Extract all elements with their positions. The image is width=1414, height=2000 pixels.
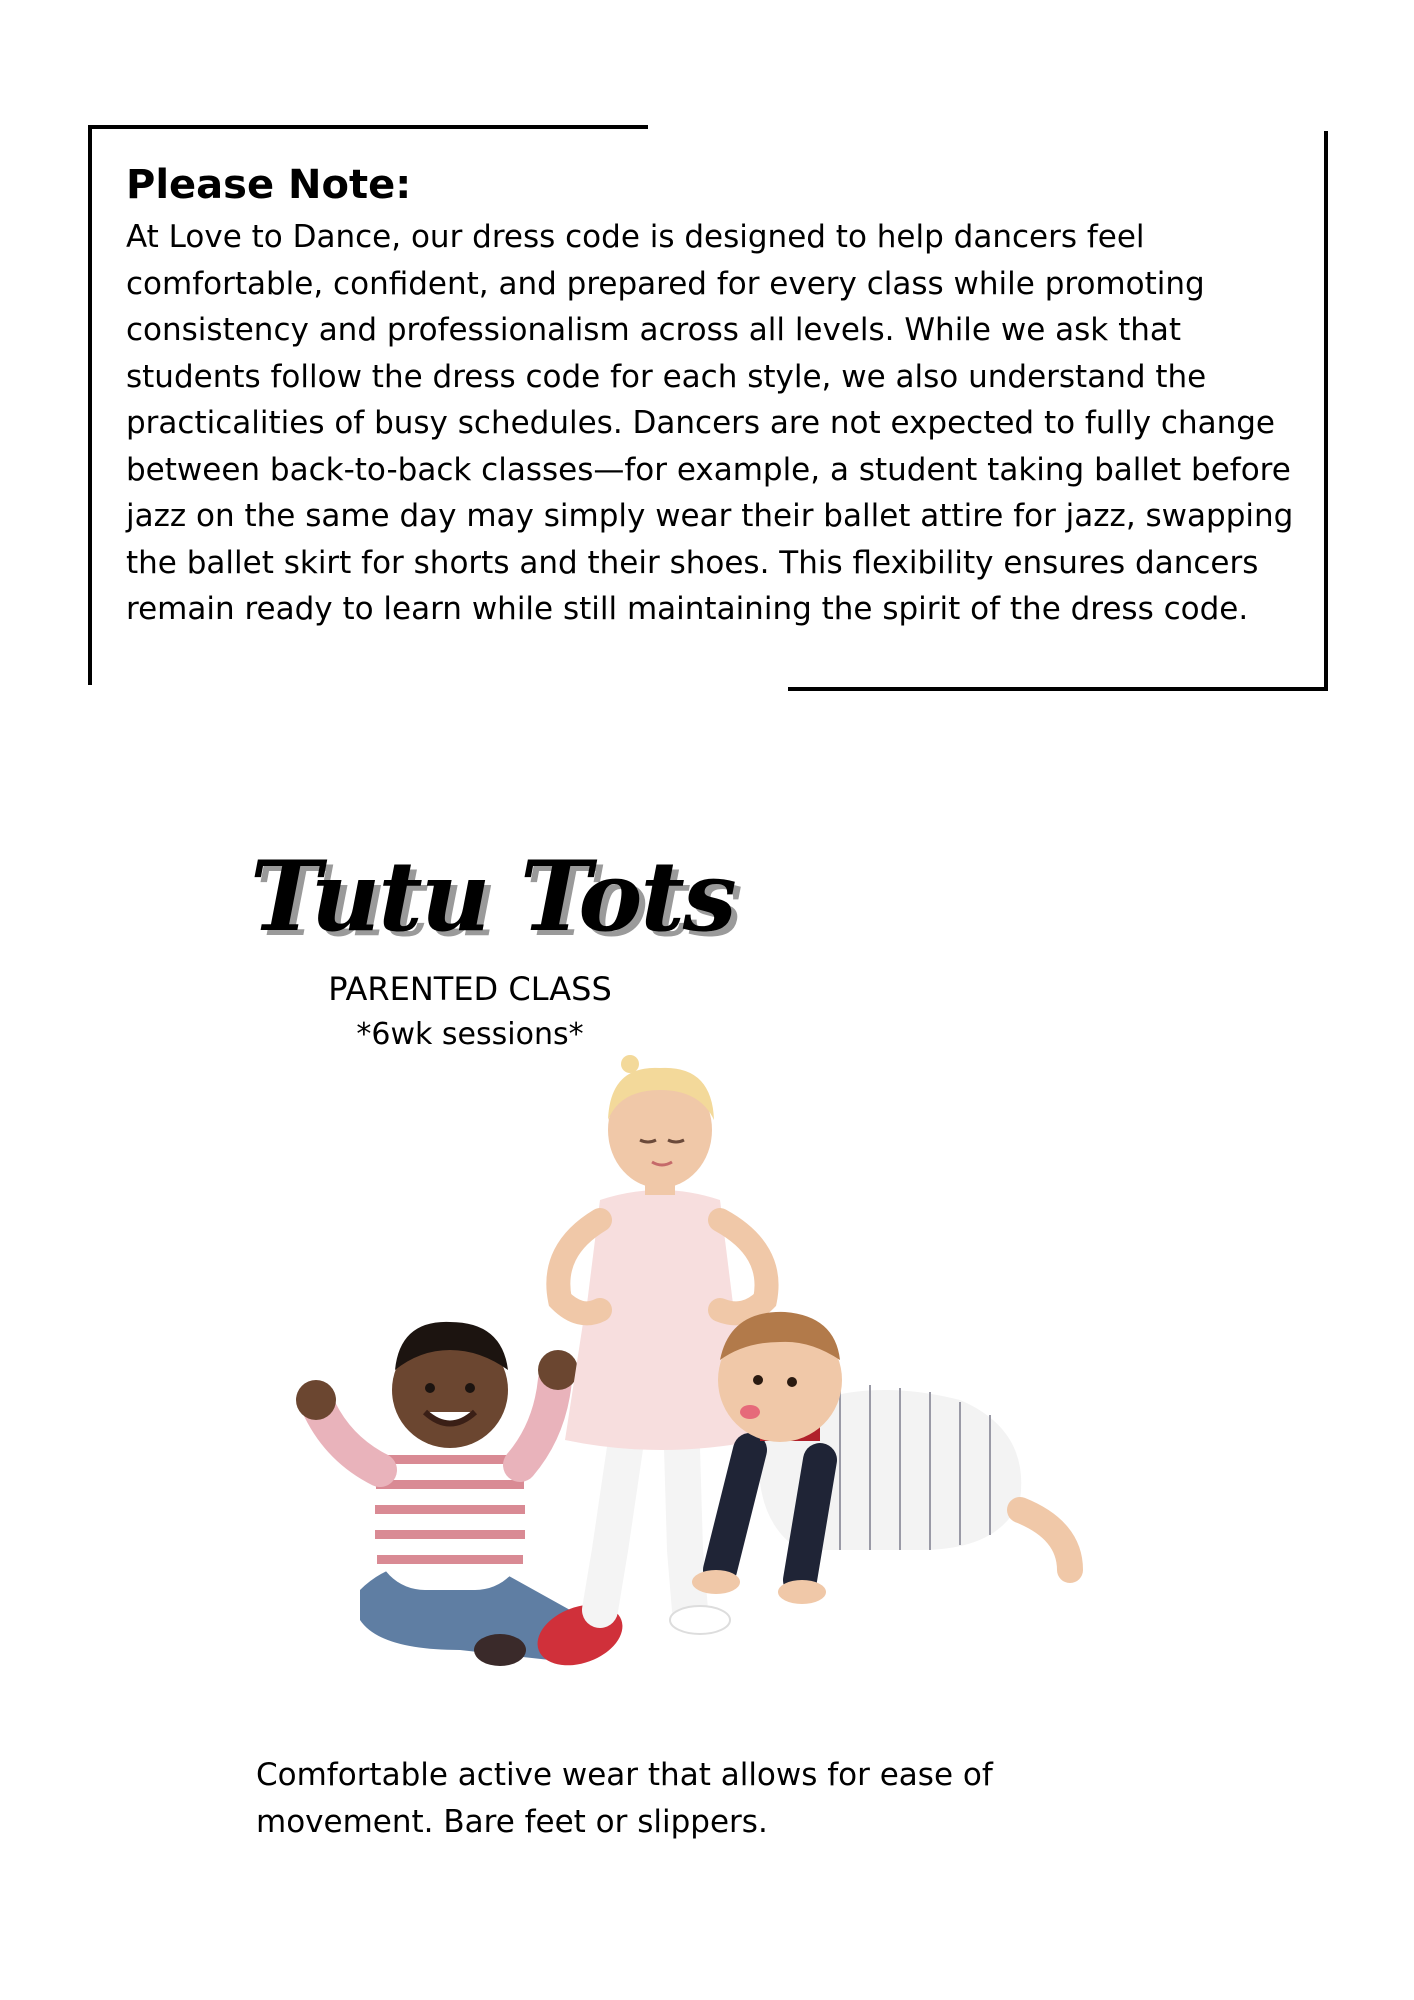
class-title: Tutu Tots [250,840,735,953]
dress-code-description: Comfortable active wear that allows for ease of movement. Bare feet or slippers. [256,1757,993,1840]
crawling-baby-figure [692,1312,1070,1604]
note-box-border-bottom [788,687,1328,691]
note-body: At Love to Dance, our dress code is designed to help dancers feel comfortable, confident, and prepared for every class while promoting consistency and professionalism across all levels. While we ask that students follow the dress code for each style, we also understand the practicalities of busy schedules. Dancers are not expected to fully change between back-to-back classes—for example, a student taking ballet before jazz on the same day may simply wear their ballet attire for jazz, swapping the ballet skirt for shorts and their shoes. This flexibility ensures dancers remain ready to learn while still maintaining the spirit of the dress code. [126,219,1294,627]
toddlers-photo [280,1050,1140,1700]
note-heading: Please Note: [126,162,412,208]
note-box-border-left [88,125,92,685]
class-session: *6wk sessions* [356,1017,584,1052]
note-box-border-top [88,125,648,129]
note-box-border-right [1324,131,1328,691]
class-subtitle: PARENTED CLASS [328,970,612,1008]
